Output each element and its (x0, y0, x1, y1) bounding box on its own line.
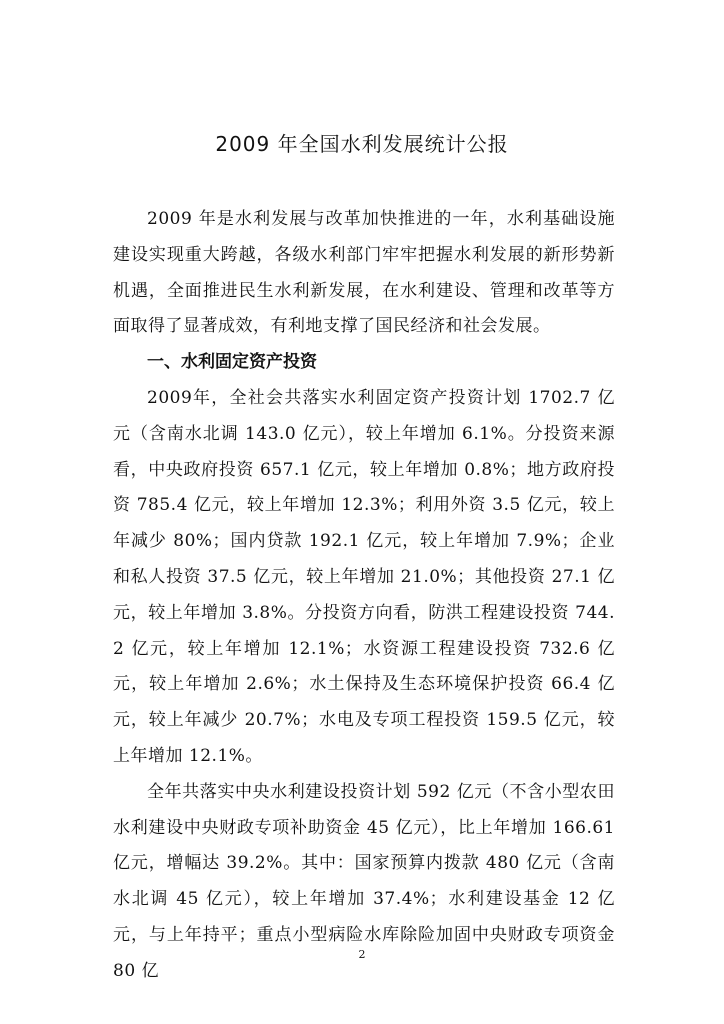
page-number: 2 (358, 948, 366, 961)
central-investment-paragraph: 全年共落实中央水利建设投资计划 592 亿元（不含小型农田水利建设中央财政专项补助资金 45 亿元），比上年增加 166.61 亿元，增幅达 39.2%。其中：国家预算内拨款 480 亿元（含南水北调 45 亿元），较上年增加 37.4%；水利建设基金 12 亿元，与上年持平；重点小型病险水库除险加固中央财政专项资金 80 亿 (113, 781, 615, 981)
document-title: 2009 年全国水利发展统计公报 (215, 132, 509, 156)
section-heading: 一、水利固定资产投资 (147, 352, 317, 373)
intro-paragraph: 2009 年是水利发展与改革加快推进的一年，水利基础设施建设实现重大跨越，各级水利部门牢牢把握水利发展的新形势新机遇，全面推进民生水利新发展，在水利建设、管理和改革等方面取得了显著成效，有利地支撑了国民经济和社会发展。 (113, 209, 615, 337)
investment-paragraph: 2009年，全社会共落实水利固定资产投资计划 1702.7 亿元（含南水北调 143.0 亿元），较上年增加 6.1%。分投资来源看，中央政府投资 657.1 亿元，较上年增加 0.8%；地方政府投资 785.4 亿元，较上年增加 12.3%；利用外资 3.5 亿元，较上年减少 80%；国内贷款 192.1 亿元，较上年增加 7.9%；企业和私人投资 37.5 亿元，较上年增加 21.0%；其他投资 27.1 亿元，较上年增加 3.8%。分投资方向看，防洪工程建设投资 744.2 亿元，较上年增加 12.1%；水资源工程建设投资 732.6 亿元，较上年增加 2.6%；水土保持及生态环境保护投资 66.4 亿元，较上年减少 20.7%；水电及专项工程投资 159.5 亿元，较上年增加 12.1%。 (113, 387, 615, 766)
document-body (113, 202, 615, 990)
